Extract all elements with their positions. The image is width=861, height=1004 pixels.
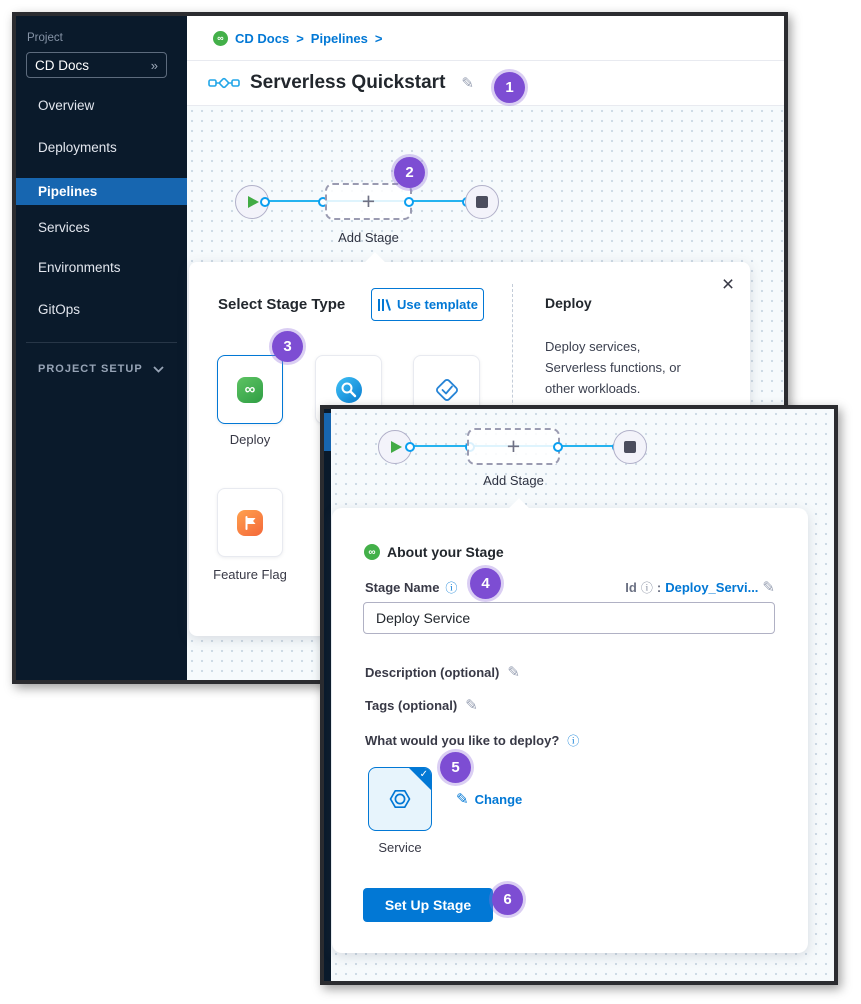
sidebar-item-label: Services: [38, 220, 90, 235]
add-stage-button[interactable]: [325, 183, 412, 220]
feature-flag-tile-label: Feature Flag: [213, 567, 287, 582]
description-toggle[interactable]: [365, 665, 520, 680]
connector-point: [553, 442, 563, 452]
sidebar-item-label: Overview: [38, 98, 95, 113]
stage-id-value[interactable]: Deploy_Servi...: [665, 580, 759, 595]
pipeline-title-bar: [187, 61, 784, 106]
deploy-tile-label: Deploy: [229, 432, 271, 447]
use-template-button[interactable]: [371, 288, 484, 321]
service-tile-label: Service: [378, 840, 422, 855]
project-setup-toggle[interactable]: [38, 363, 164, 375]
tags-label: Tags (optional): [365, 698, 458, 713]
stage-id-row: [625, 579, 775, 596]
sidebar-item-services[interactable]: [16, 214, 187, 241]
stage-info-title: Deploy: [545, 295, 592, 311]
deploy-question-row: [365, 732, 579, 749]
close-icon[interactable]: ×: [721, 273, 735, 296]
stage-tile-feature-flag[interactable]: [217, 488, 283, 557]
about-stage-heading: About your Stage: [387, 544, 504, 560]
stop-icon: [624, 441, 636, 453]
breadcrumb-separator: >: [374, 30, 383, 46]
description-label: Description (optional): [365, 665, 500, 680]
connector-point: [260, 197, 270, 207]
sidebar-item-label: Pipelines: [38, 184, 98, 199]
harness-cd-icon: ∞: [213, 31, 228, 46]
annotation-badge-6: 6: [492, 884, 523, 915]
sidebar-sliver: [324, 409, 331, 981]
pipeline-end-node[interactable]: [465, 185, 499, 219]
card-notch: [509, 498, 529, 518]
check-icon: ✓: [419, 769, 428, 780]
chevron-down-icon: [153, 366, 164, 373]
sidebar-item-environments[interactable]: [16, 254, 187, 281]
sidebar-item-label: GitOps: [38, 302, 81, 317]
sidebar-item-pipelines[interactable]: [16, 178, 187, 205]
annotation-badge-5: 5: [440, 752, 471, 783]
info-icon[interactable]: ⓘ: [640, 581, 653, 595]
project-selector[interactable]: [26, 52, 167, 78]
pipeline-end-node[interactable]: [613, 430, 647, 464]
id-label: Id: [625, 580, 637, 595]
harness-cd-icon: ∞: [364, 544, 380, 560]
panel-notch: [365, 252, 385, 272]
edit-pencil-icon: ✎: [456, 791, 469, 808]
play-icon: [391, 441, 402, 453]
stage-info-description: Deploy services, Serverless functions, or other workloads.: [545, 339, 681, 396]
sidebar-item-gitops[interactable]: [16, 296, 187, 323]
annotation-badge-4: 4: [470, 568, 501, 599]
annotation-badge-2: 2: [394, 157, 425, 188]
connector-point: [405, 442, 415, 452]
project-label: Project: [27, 32, 63, 44]
stage-tile-deploy[interactable]: [217, 355, 283, 424]
play-icon: [248, 196, 259, 208]
deploy-question-label: What would you like to deploy?: [365, 733, 560, 748]
approval-stage-icon: [434, 377, 460, 403]
plus-icon: +: [506, 433, 521, 459]
annotation-badge-1: 1: [494, 72, 525, 103]
add-stage-button[interactable]: [467, 428, 560, 465]
edit-description-icon[interactable]: ✎: [507, 664, 520, 681]
page-title: Serverless Quickstart: [250, 72, 446, 93]
add-stage-label: Add Stage: [483, 473, 544, 488]
collapse-icon[interactable]: »: [150, 57, 158, 73]
breadcrumb-pipelines-link[interactable]: Pipelines: [310, 30, 368, 46]
set-up-stage-button[interactable]: Set Up Stage: [363, 888, 493, 922]
service-deployment-tile[interactable]: [368, 767, 432, 831]
connector-point: [404, 197, 414, 207]
id-separator: :: [656, 580, 662, 595]
project-name: CD Docs: [35, 57, 90, 73]
breadcrumb: [187, 16, 784, 61]
edit-id-icon[interactable]: ✎: [762, 579, 775, 596]
sidebar-item-overview[interactable]: [16, 92, 187, 119]
dialog-canvas: [331, 409, 834, 981]
stage-name-label: Stage Name: [365, 580, 440, 595]
info-icon[interactable]: ⓘ: [567, 734, 580, 748]
breadcrumb-separator: >: [296, 30, 304, 46]
stop-icon: [476, 196, 488, 208]
change-deployment-type[interactable]: [456, 792, 522, 807]
pipeline-icon: [208, 75, 240, 91]
build-stage-icon: [336, 377, 362, 403]
stage-name-input[interactable]: [363, 602, 775, 634]
about-stage-screenshot: [320, 405, 838, 985]
add-stage-label: Add Stage: [338, 230, 399, 245]
edit-tags-icon[interactable]: ✎: [465, 697, 478, 714]
plus-icon: +: [361, 188, 376, 214]
template-icon: [377, 298, 391, 312]
panel-heading: Select Stage Type: [218, 296, 346, 313]
sidebar-item-label: Environments: [38, 260, 121, 275]
feature-flag-icon: [237, 510, 263, 536]
sidebar: [16, 16, 187, 680]
tags-toggle[interactable]: [365, 698, 478, 713]
edit-pipeline-name-icon[interactable]: ✎: [461, 74, 474, 92]
deploy-stage-icon: ∞: [237, 377, 263, 403]
sidebar-active-sliver: [324, 413, 331, 451]
annotation-badge-3: 3: [272, 331, 303, 362]
project-setup-label: PROJECT SETUP: [38, 363, 143, 375]
sidebar-item-label: Deployments: [38, 140, 117, 155]
about-stage-card: [332, 508, 808, 953]
sidebar-item-deployments[interactable]: [16, 134, 187, 161]
change-label: Change: [474, 792, 523, 807]
info-icon[interactable]: ⓘ: [445, 581, 458, 595]
about-stage-heading-row: [364, 544, 504, 560]
stage-name-label-row: [365, 579, 457, 596]
use-template-label: Use template: [397, 297, 478, 312]
breadcrumb-project-link[interactable]: CD Docs: [235, 30, 290, 46]
sidebar-divider: [26, 342, 177, 343]
